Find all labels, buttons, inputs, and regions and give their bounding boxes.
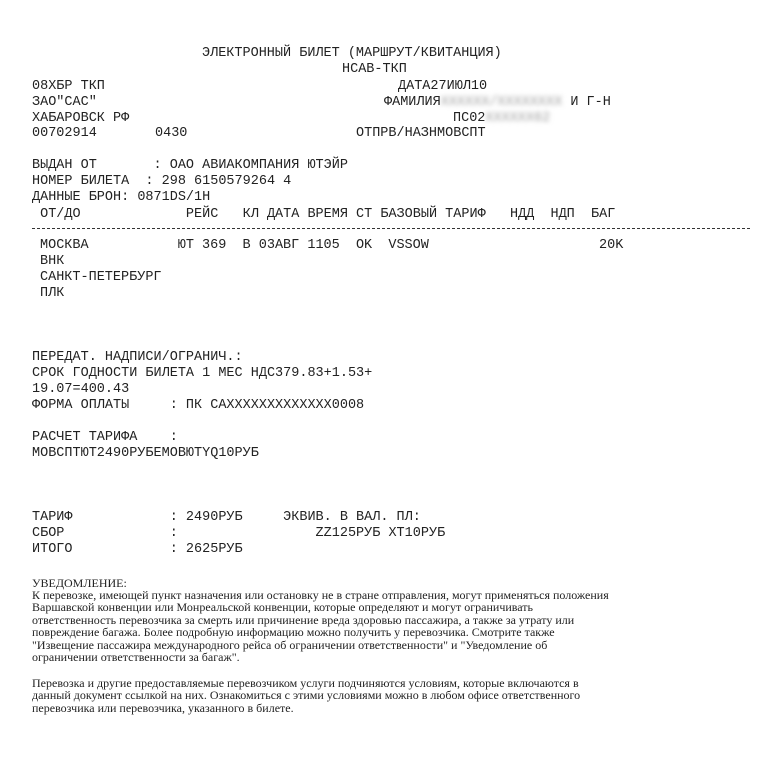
notice-title: УВЕДОМЛЕНИЕ: — [32, 576, 127, 590]
agency-code: 08ХБР ТКП — [32, 79, 105, 94]
table-row: ПЛК — [40, 286, 65, 301]
document-subtitle: НСАВ-ТКП — [342, 62, 407, 77]
total-line: ИТОГО : 2625РУБ — [32, 542, 243, 557]
passenger-name-row — [384, 95, 611, 111]
table-header: ОТ/ДО РЕЙС КЛ ДАТА ВРЕМЯ СТ БАЗОВЫЙ ТАРИФ НДД НДП БАГ — [32, 207, 616, 222]
endorsements-line1: СРОК ГОДНОСТИ БИЛЕТА 1 МЕС НДС379.83+1.53+ — [32, 366, 373, 381]
agency-city: ХАБАРОВСК РФ — [32, 111, 130, 126]
origin-destination: ОТПРВ/НАЗНМОВСПТ — [356, 126, 486, 141]
endorsements-line2: 19.07=400.43 — [32, 382, 130, 397]
fare-calculation-value: МОВСПТЮТ2490РУБЕМОВЮТYQ10РУБ — [32, 446, 259, 461]
issued-by: ВЫДАН ОТ : ОАО АВИАКОМПАНИЯ ЮТЭЙР — [32, 158, 348, 173]
table-row: ВНК — [40, 254, 65, 269]
fee-line: СБОР : ZZ125РУБ ХТ10РУБ — [32, 526, 446, 541]
passport-row — [453, 111, 550, 127]
agency-name: ЗАО"САС" — [32, 95, 97, 110]
ticket-number: НОМЕР БИЛЕТА : 298 6150579264 4 — [32, 174, 292, 189]
table-divider — [32, 228, 750, 229]
title-suffix: И Г-Н — [570, 95, 611, 110]
passport-label: ПС02 — [453, 111, 486, 126]
surname-redacted: XXXXXX/XXXXXXXX — [440, 95, 563, 110]
booking-reference: ДАННЫЕ БРОН: 0871DS/1H — [32, 190, 211, 205]
issue-date: ДАТА27ИЮЛ10 — [398, 79, 488, 94]
endorsements-label: ПЕРЕДАТ. НАДПИСИ/ОГРАНИЧ.: — [32, 350, 243, 365]
table-row: МОСКВА ЮТ 369 В 03АВГ 1105 OK VSSOW 20K — [40, 238, 624, 253]
notice-paragraph-2: Перевозка и другие предоставляемые перевозчиком услуги подчиняются условиям, которые включаются в данный документ ссылкой на них. Ознакомиться с этими условиями можно в любом офисе ответственного перевозчика или перевозчика, указанного в билете. — [32, 676, 581, 715]
surname-label: ФАМИЛИЯ — [384, 95, 441, 110]
passport-redacted: XXXXXX62 — [485, 111, 551, 126]
fare-line: ТАРИФ : 2490РУБ ЭКВИВ. В ВАЛ. ПЛ: — [32, 510, 421, 525]
agent-code: 0430 — [155, 126, 188, 141]
agency-number: 00702914 — [32, 126, 97, 141]
notice-paragraph-1: К перевозке, имеющей пункт назначения или остановку не в стране отправления, могут применяться положения Варшавской конвенции или Монреальской конвенции, которые определяют и могут ограничивать ответственность перевозчика за смерть или причинение вреда здоровью пассажира, а также за утрату или повреждение багажа. Более подробную информацию можно получить у перевозчика. Смотрите также "Извещение пассажира международного рейса об ограничении ответственности" и "Уведомление об ограничении ответственности за багаж". — [32, 588, 609, 665]
table-row: САНКТ-ПЕТЕРБУРГ — [40, 270, 162, 285]
form-of-payment: ФОРМА ОПЛАТЫ : ПК САХXXXXXXXXXXXX0008 — [32, 398, 365, 413]
fare-calculation-label: РАСЧЕТ ТАРИФА : — [32, 430, 178, 445]
document-title: ЭЛЕКТРОННЫЙ БИЛЕТ (МАРШРУТ/КВИТАНЦИЯ) — [202, 46, 502, 61]
